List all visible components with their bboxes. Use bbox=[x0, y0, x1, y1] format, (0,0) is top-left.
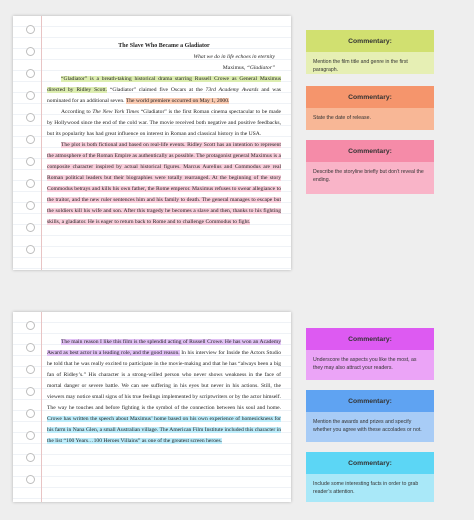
essay-text-page-2 bbox=[47, 337, 281, 447]
binder-hole-icon bbox=[26, 201, 35, 210]
highlight-interesting-fact: Crowe has written the speech about Maximus’ home based on his own experience of homesickness for his farm in Nana Glen, a small Australian village. The American Film Institute included this character in the list “100 Years…100 Heroes Villains” as one of the greatest screen heroes. bbox=[47, 416, 281, 444]
commentary-body: Mention the awards and prizes and specify whether you agree with these accolades or not. bbox=[306, 412, 434, 442]
commentary-header: Commentary: bbox=[306, 86, 434, 108]
binder-hole-icon bbox=[26, 157, 35, 166]
binder-hole-icon bbox=[26, 47, 35, 56]
commentary-body: State the date of release. bbox=[306, 108, 434, 130]
text-span: According to bbox=[61, 109, 93, 115]
text-span: In his interview for Inside the Actors Studio he told that he was really excited to participate in the movie-making and that he has “always been a big fan of Ridley’s.” His character is a strong-willed person who never shows weakness in the face of mortal danger or severe battle. We can see suffering in his eyes but never in his actions. Still, the viewers may notice small signs of his true feelings implemented by scriptwriters or by the actor himself. The way he touches and before fighting is the symbol of the connection between his soul and home. bbox=[47, 350, 281, 411]
commentary-body: Underscore the aspects you like the most, as they may also attract your readers. bbox=[306, 350, 434, 380]
binder-hole-icon bbox=[26, 321, 35, 330]
essay-text-page-1 bbox=[47, 41, 281, 228]
commentary-card-6 bbox=[306, 452, 434, 502]
commentary-body: Include some interesting facts in order to grab reader’s attention. bbox=[306, 474, 434, 502]
paragraph-acting bbox=[47, 337, 281, 447]
paragraph-intro bbox=[47, 74, 281, 107]
binder-hole-icon bbox=[26, 409, 35, 418]
commentary-body: Describe the storyline briefly but don’t reveal the ending. bbox=[306, 162, 434, 194]
binder-hole-icon bbox=[26, 475, 35, 484]
commentary-header: Commentary: bbox=[306, 328, 434, 350]
paragraph-reception bbox=[47, 107, 281, 140]
text-span: “Gladiator” is the first Roman cinema spectacular to be made by Hollywood since the end of the cold war. The movie received both negative and positive feedbacks, but its popularity has had great influence on interest in Roman and classical history in the USA. bbox=[47, 109, 281, 137]
commentary-header: Commentary: bbox=[306, 140, 434, 162]
binder-hole-icon bbox=[26, 113, 35, 122]
binder-hole-icon bbox=[26, 135, 35, 144]
essay-title: The Slave Who Became a Gladiator bbox=[118, 43, 210, 49]
text-span: and was nominated for an additional seven. bbox=[47, 87, 281, 104]
epigraph-author: Maximus, bbox=[222, 65, 247, 71]
binder-hole-icon bbox=[26, 365, 35, 374]
commentary-card-3 bbox=[306, 140, 434, 194]
commentary-header: Commentary: bbox=[306, 452, 434, 474]
commentary-card-1 bbox=[306, 30, 434, 74]
highlight-liked-aspect: The main reason I like this film is the splendid acting of Russell Crowe. He has won an Academy Award as best actor in a leading role, and the good reason. bbox=[47, 339, 281, 356]
binder-hole-icon bbox=[26, 453, 35, 462]
commentary-body: Mention the film title and genre in the first paragraph. bbox=[306, 52, 434, 74]
italic-span: The New York Times bbox=[92, 109, 139, 115]
highlight-storyline: The plot is both fictional and based on real-life events. Ridley Scott has an intention to represent the atmosphere of the Roman Empire as authentically as possible. The protagonist general Maximus is a composite character inspired by actual historical figures. Marcus Aurelius and Commodus are real Roman political leaders but their biographies were totally rearranged. At the beginning of the story Commodus betrays and kills his own father, the Rome emperor. Maximus refuses to swear allegiance to the traitor, and the new ruler sentences him and his family to death. The general manages to escape but the soldiers kill his wife and son. After this tragedy he becomes a slave and then, thanks to his fighting skills, a gladiator. He is eager to return back to Rome and to challenge Commodus to fight. bbox=[47, 142, 281, 225]
binder-hole-icon bbox=[26, 343, 35, 352]
text-span: “Gladiator” claimed five Oscars at the bbox=[106, 87, 206, 93]
paragraph-plot bbox=[47, 140, 281, 228]
binder-hole-icon bbox=[26, 25, 35, 34]
highlight-title-genre: “Gladiator” is a breath-taking historical drama starring Russell Crowe as General Maximus directed by Ridley Scott. bbox=[47, 76, 281, 93]
commentary-card-5 bbox=[306, 390, 434, 442]
epigraph-quote: What we do in life echoes in eternity bbox=[193, 54, 275, 60]
commentary-card-4 bbox=[306, 328, 434, 380]
binder-hole-icon bbox=[26, 179, 35, 188]
commentary-header: Commentary: bbox=[306, 30, 434, 52]
essay-page-1 bbox=[13, 16, 291, 270]
commentary-card-2 bbox=[306, 86, 434, 130]
italic-span: 73rd Academy Awards bbox=[205, 87, 259, 93]
binder-hole-icon bbox=[26, 223, 35, 232]
binder-hole-icon bbox=[26, 69, 35, 78]
epigraph-work: “Gladiator” bbox=[246, 65, 275, 71]
binder-hole-icon bbox=[26, 431, 35, 440]
highlight-release-date: The world premiere occurred on May 1, 2000. bbox=[125, 98, 230, 104]
essay-page-2 bbox=[13, 312, 291, 502]
commentary-header: Commentary: bbox=[306, 390, 434, 412]
binder-hole-icon bbox=[26, 245, 35, 254]
epigraph-attribution bbox=[47, 63, 281, 74]
binder-hole-icon bbox=[26, 91, 35, 100]
binder-hole-icon bbox=[26, 387, 35, 396]
